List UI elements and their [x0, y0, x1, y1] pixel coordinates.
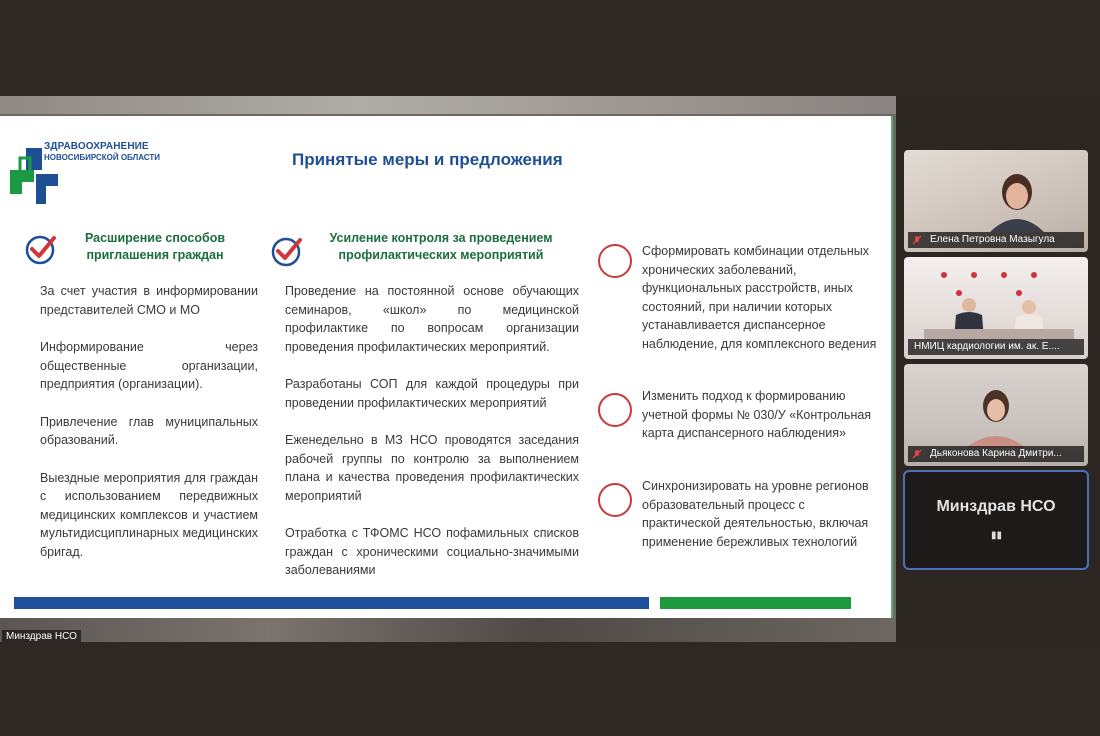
footer-bar-green [660, 597, 851, 609]
proposal-item: Изменить подход к формированию учетной формы № 030/У «Контрольная карта диспансерного наблюдения» [642, 389, 872, 440]
list-item: Еженедельно в МЗ НСО проводятся заседания рабочей группы по контролю за выполнением плана и качества проведения профилактических мероприятий [285, 433, 579, 503]
participant-name: Дьяконова Карина Дмитри... [930, 448, 1062, 459]
participant-name-bar [908, 446, 1084, 462]
column-heading-invitations: Расширение способов приглашения граждан [84, 231, 226, 262]
participant-name-bar [908, 232, 1084, 248]
participant-video [956, 384, 1036, 448]
mic-muted-icon [912, 235, 922, 245]
proposal-item: Сформировать комбинации отдельных хронических заболеваний, функциональных расстройств, иных состояний, при наличии которых устанавливается диспансерное наблюдение, для комплексного ведения [642, 244, 877, 351]
participant-video [982, 168, 1052, 232]
participant-name: Елена Петровна Мазыгула [930, 234, 1055, 245]
presentation-slide [0, 116, 893, 618]
active-speaker-name: Минздрав НСО [936, 498, 1056, 515]
participant-tile[interactable] [904, 257, 1088, 359]
column-body-invitations [40, 282, 258, 580]
stage-name-label: Минздрав НСО [2, 630, 81, 642]
list-item: Разработаны СОП для каждой процедуры при проведении профилактических мероприятий [285, 377, 579, 410]
participant-tile[interactable] [904, 150, 1088, 252]
list-item: За счет участия в информировании представителей СМО и МО [40, 284, 258, 317]
list-item: Выездные мероприятия для граждан с использованием передвижных медицинских комплексов и участием мультидисциплинарных медицинских бригад. [40, 470, 258, 559]
room-background-bottom [0, 618, 896, 642]
participant-name-bar [908, 339, 1084, 355]
checkmark-icon [270, 234, 304, 268]
participant-video [924, 263, 1074, 339]
room-background-top [0, 96, 896, 114]
list-item: Проведение на постоянной основе обучающих семинаров, «школ» по медицинской профилактике по вопросам организации проведения профилактических мероприятий. [285, 284, 579, 354]
slide-border [891, 116, 893, 618]
shared-screen [0, 96, 896, 642]
participant-tile[interactable] [904, 364, 1088, 466]
participant-name: НМИЦ кардиологии им. ак. Е.... [914, 341, 1060, 352]
bullet-ring-icon [598, 483, 632, 517]
top-letterbox [0, 0, 1100, 96]
bullet-ring-icon [598, 393, 632, 427]
mic-muted-icon [912, 449, 922, 459]
bullet-ring-icon [598, 244, 632, 278]
footer-bar-blue [14, 597, 649, 609]
column-heading-control: Усиление контроля за проведением профилактических мероприятий [329, 231, 553, 262]
audio-level-icon: ▮▮ [991, 530, 1003, 541]
brand-subtitle: НОВОСИБИРСКОЙ ОБЛАСТИ [44, 153, 160, 162]
checkmark-icon [24, 232, 58, 266]
brand-title: ЗДРАВООХРАНЕНИЕ [44, 141, 149, 152]
slide-title: Принятые меры и предложения [292, 150, 563, 169]
column-body-control [285, 282, 579, 599]
list-item: Привлечение глав муниципальных образований. [40, 414, 258, 447]
bottom-letterbox [0, 642, 1100, 736]
active-speaker-tile[interactable] [903, 470, 1089, 570]
list-item: Отработка с ТФОМС НСО пофамильных списков граждан с хроническими социально-значимыми заболеваниями [285, 526, 579, 577]
proposal-item: Синхронизировать на уровне регионов образовательный процесс с практической деятельностью, включая применение бережливых технологий [642, 479, 869, 549]
list-item: Информирование через общественные организации, предприятия (организации). [40, 340, 258, 391]
